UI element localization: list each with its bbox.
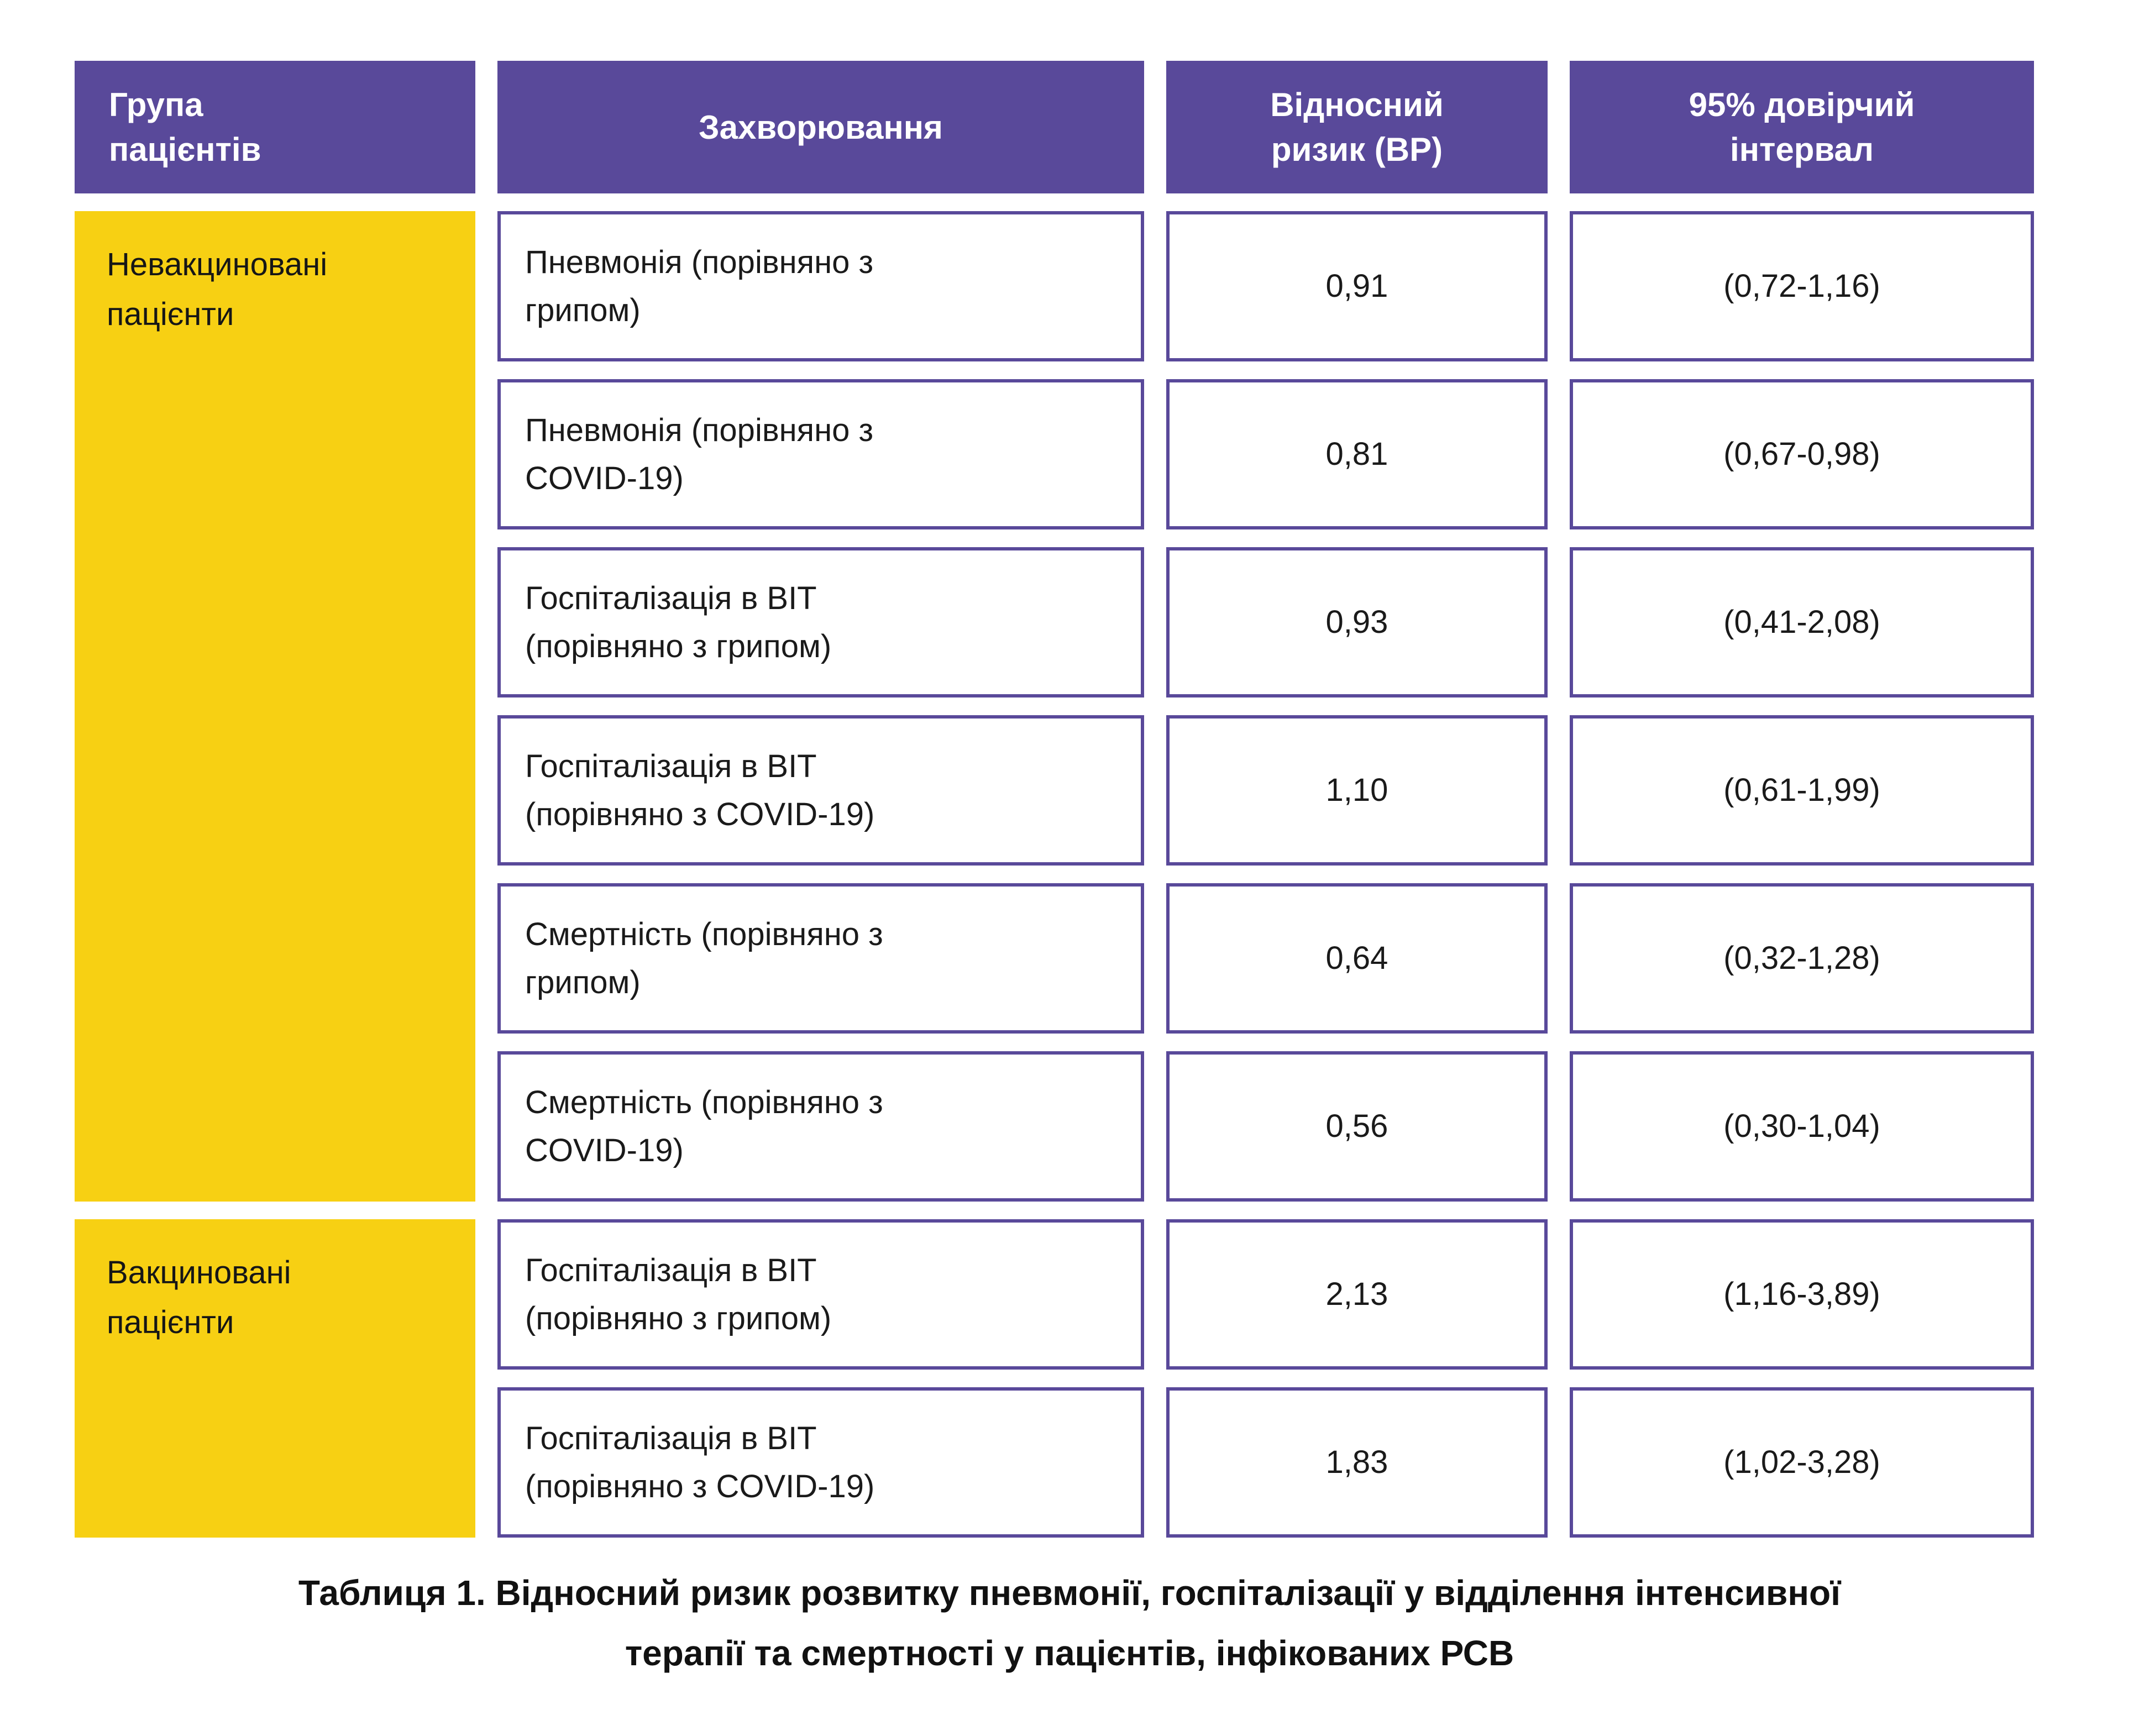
relative-risk-cell-text: 0,64 [1325, 940, 1388, 977]
relative-risk-cell [1166, 211, 1548, 361]
disease-cell [497, 1387, 1144, 1538]
patient-group-cell [75, 1219, 475, 1538]
disease-cell [497, 547, 1144, 697]
confidence-interval-cell-text: (0,30-1,04) [1723, 1108, 1880, 1145]
confidence-interval-cell-text: (0,32-1,28) [1723, 940, 1880, 977]
header-patient-group-label: Група пацієнтів [109, 86, 261, 168]
confidence-interval-cell-text: (1,02-3,28) [1723, 1444, 1880, 1481]
disease-cell [497, 1051, 1144, 1202]
disease-cell [497, 883, 1144, 1034]
confidence-interval-cell [1570, 715, 2034, 866]
header-relative-risk [1166, 61, 1548, 193]
risk-table [75, 61, 2034, 1538]
disease-cell-text: Пневмонія (порівняно з COVID-19) [525, 412, 874, 496]
confidence-interval-cell [1570, 1219, 2034, 1370]
header-relative-risk-label: Відносний ризик (ВР) [1270, 86, 1444, 168]
confidence-interval-cell-text: (0,41-2,08) [1723, 604, 1880, 641]
confidence-interval-cell [1570, 379, 2034, 529]
disease-cell-text: Госпіталізація в ВІТ (порівняно з грипом) [525, 1252, 832, 1336]
relative-risk-cell-text: 1,83 [1325, 1444, 1388, 1481]
disease-cell [497, 379, 1144, 529]
confidence-interval-cell [1570, 1387, 2034, 1538]
header-confidence-interval [1570, 61, 2034, 193]
relative-risk-cell-text: 0,93 [1325, 604, 1388, 641]
patient-group-label: Вакциновані пацієнти [107, 1255, 291, 1340]
disease-cell-text: Госпіталізація в ВІТ (порівняно з грипом) [525, 580, 832, 664]
relative-risk-cell [1166, 883, 1548, 1034]
disease-cell-text: Госпіталізація в ВІТ (порівняно з COVID-19) [525, 748, 875, 832]
disease-cell [497, 211, 1144, 361]
relative-risk-cell-text: 1,10 [1325, 772, 1388, 809]
relative-risk-cell [1166, 1051, 1548, 1202]
header-disease [497, 61, 1144, 193]
disease-cell-text: Смертність (порівняно з COVID-19) [525, 1084, 883, 1168]
relative-risk-cell-text: 0,91 [1325, 268, 1388, 305]
header-patient-group [75, 61, 475, 193]
disease-cell [497, 715, 1144, 866]
relative-risk-cell [1166, 715, 1548, 866]
table-caption-text: Таблиця 1. Відносний ризик розвитку пневмонії, госпіталізації у відділення інтенсивної терапії та смертності у пацієнтів, інфікованих РСВ [298, 1573, 1841, 1673]
confidence-interval-cell [1570, 883, 2034, 1034]
table-caption [0, 1563, 2139, 1683]
confidence-interval-cell-text: (1,16-3,89) [1723, 1276, 1880, 1313]
relative-risk-cell [1166, 379, 1548, 529]
confidence-interval-cell-text: (0,61-1,99) [1723, 772, 1880, 809]
disease-cell-text: Пневмонія (порівняно з грипом) [525, 244, 874, 328]
relative-risk-cell [1166, 1219, 1548, 1370]
relative-risk-cell-text: 0,56 [1325, 1108, 1388, 1145]
disease-cell-text: Госпіталізація в ВІТ (порівняно з COVID-19) [525, 1420, 875, 1504]
disease-cell [497, 1219, 1144, 1370]
disease-cell-text: Смертність (порівняно з грипом) [525, 916, 883, 1000]
confidence-interval-cell-text: (0,67-0,98) [1723, 436, 1880, 473]
confidence-interval-cell [1570, 1051, 2034, 1202]
relative-risk-cell-text: 0,81 [1325, 436, 1388, 473]
confidence-interval-cell [1570, 547, 2034, 697]
header-disease-label: Захворювання [699, 108, 943, 146]
relative-risk-cell [1166, 1387, 1548, 1538]
patient-group-label: Невакциновані пацієнти [107, 246, 328, 332]
relative-risk-cell-text: 2,13 [1325, 1276, 1388, 1313]
confidence-interval-cell [1570, 211, 2034, 361]
header-confidence-interval-label: 95% довірчий інтервал [1689, 86, 1915, 168]
confidence-interval-cell-text: (0,72-1,16) [1723, 268, 1880, 305]
relative-risk-cell [1166, 547, 1548, 697]
patient-group-cell [75, 211, 475, 1202]
